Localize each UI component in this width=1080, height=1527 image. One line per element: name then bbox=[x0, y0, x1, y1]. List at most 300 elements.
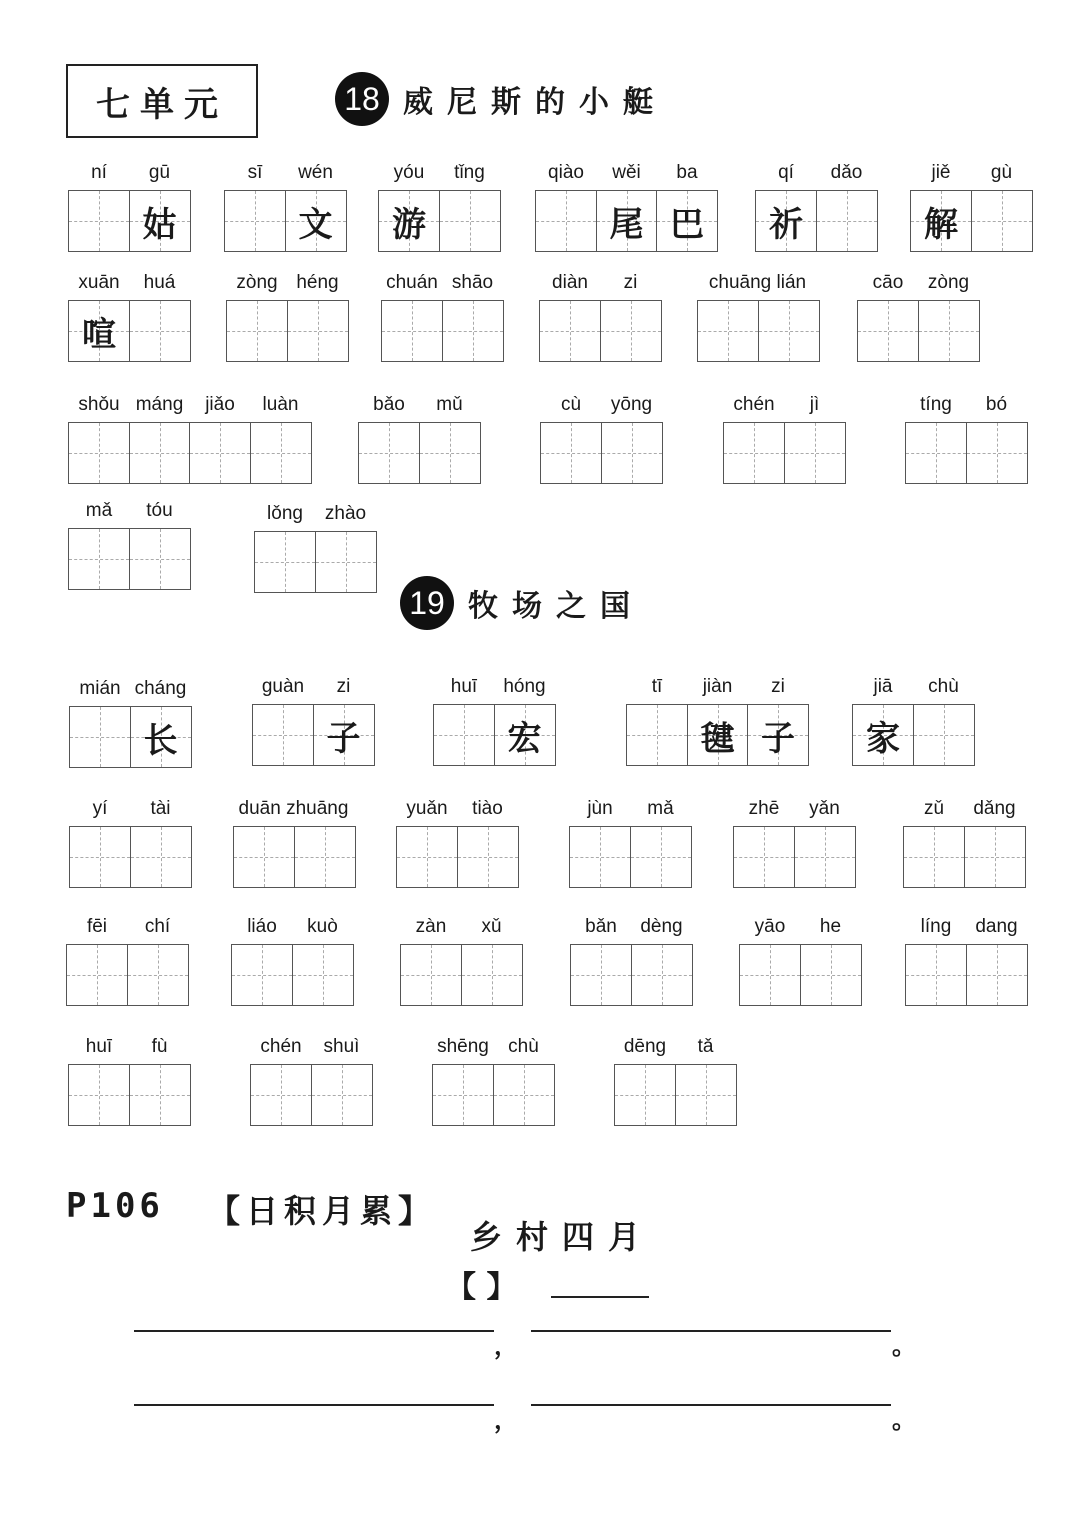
character: 子 bbox=[326, 718, 361, 759]
blank-writing-cell[interactable] bbox=[250, 422, 312, 484]
blank-writing-cell[interactable] bbox=[231, 944, 293, 1006]
blank-writing-cell[interactable] bbox=[433, 704, 495, 766]
blank-writing-cell[interactable] bbox=[794, 826, 856, 888]
blank-writing-cell[interactable] bbox=[964, 826, 1026, 888]
character bbox=[401, 945, 461, 1005]
pinyin-label: chuāng lián bbox=[708, 272, 807, 293]
given-character-cell bbox=[596, 190, 658, 252]
blank-writing-cell[interactable] bbox=[918, 300, 980, 362]
pinyin-label: tài bbox=[150, 798, 171, 819]
pinyin-label: zi bbox=[771, 676, 785, 697]
given-character-cell bbox=[910, 190, 972, 252]
pinyin-label: guàn bbox=[261, 676, 305, 697]
character bbox=[698, 301, 758, 361]
poem-line-2a[interactable] bbox=[134, 1404, 494, 1406]
character bbox=[130, 301, 190, 361]
tian-zi-grid bbox=[68, 1064, 191, 1126]
tian-zi-grid bbox=[539, 300, 662, 362]
pinyin-label: dǎng bbox=[973, 798, 1016, 819]
pinyin-label: líng bbox=[920, 916, 952, 937]
tian-zi-grid bbox=[69, 826, 192, 888]
unit-title: 七单元 bbox=[66, 64, 258, 138]
pinyin-label: huá bbox=[143, 272, 176, 293]
pinyin-label: zi bbox=[623, 272, 638, 293]
blank-writing-cell[interactable] bbox=[630, 826, 692, 888]
pinyin-label: kuò bbox=[307, 916, 338, 937]
tian-zi-grid bbox=[739, 944, 862, 1006]
character bbox=[130, 1065, 190, 1125]
blank-writing-cell[interactable] bbox=[292, 944, 354, 1006]
blank-writing-cell[interactable] bbox=[614, 1064, 676, 1126]
blank-writing-cell[interactable] bbox=[294, 826, 356, 888]
pinyin-label: chù bbox=[928, 676, 959, 697]
blank-writing-cell[interactable] bbox=[252, 704, 314, 766]
character bbox=[69, 191, 129, 251]
tian-zi-grid bbox=[432, 1064, 555, 1126]
pinyin-label: jiàn bbox=[702, 676, 733, 697]
pinyin-label: mǎ bbox=[647, 798, 674, 819]
character bbox=[759, 301, 819, 361]
character bbox=[67, 945, 127, 1005]
tian-zi-grid bbox=[857, 300, 980, 362]
blank-writing-cell[interactable] bbox=[254, 531, 316, 593]
period-2: 。 bbox=[892, 1405, 916, 1434]
tian-zi-grid bbox=[852, 704, 975, 766]
blank-writing-cell[interactable] bbox=[233, 826, 295, 888]
tian-zi-grid bbox=[378, 190, 501, 252]
pinyin-label: dang bbox=[975, 916, 1018, 937]
blank-writing-cell[interactable] bbox=[539, 300, 601, 362]
character bbox=[69, 529, 129, 589]
blank-writing-cell[interactable] bbox=[311, 1064, 373, 1126]
lesson-19-number: 19 bbox=[400, 576, 454, 630]
blank-writing-cell[interactable] bbox=[816, 190, 878, 252]
pinyin-label: shǒu bbox=[78, 394, 120, 415]
tian-zi-grid bbox=[69, 706, 192, 768]
tian-zi-grid bbox=[755, 190, 878, 252]
character bbox=[904, 827, 964, 887]
blank-writing-cell[interactable] bbox=[758, 300, 820, 362]
character bbox=[397, 827, 457, 887]
blank-writing-cell[interactable] bbox=[739, 944, 801, 1006]
character bbox=[967, 945, 1027, 1005]
poem-line-1a[interactable] bbox=[134, 1330, 494, 1332]
blank-writing-cell[interactable] bbox=[68, 190, 130, 252]
lesson-18-header bbox=[335, 72, 667, 126]
pinyin-label: yóu bbox=[393, 162, 425, 183]
pinyin-label: gù bbox=[990, 162, 1013, 183]
tian-zi-grid bbox=[614, 1064, 737, 1126]
tian-zi-grid bbox=[910, 190, 1033, 252]
character: 子 bbox=[761, 718, 795, 759]
tian-zi-grid bbox=[224, 190, 347, 252]
blank-writing-cell[interactable] bbox=[905, 944, 967, 1006]
lesson-18-number: 18 bbox=[335, 72, 389, 126]
pinyin-label: fù bbox=[151, 1036, 168, 1057]
blank-writing-cell[interactable] bbox=[68, 422, 130, 484]
given-character-cell bbox=[130, 706, 192, 768]
pinyin-label: qí bbox=[778, 162, 794, 183]
tian-zi-grid bbox=[905, 422, 1028, 484]
character bbox=[288, 301, 348, 361]
pinyin-label: cù bbox=[560, 394, 582, 415]
pinyin-label: tǐng bbox=[454, 162, 485, 183]
character bbox=[494, 1065, 554, 1125]
pinyin-label: cháng bbox=[134, 678, 187, 699]
blank-writing-cell[interactable] bbox=[66, 944, 128, 1006]
tian-zi-grid bbox=[66, 944, 189, 1006]
given-character-cell bbox=[129, 190, 191, 252]
character bbox=[69, 423, 129, 483]
character bbox=[420, 423, 480, 483]
character: 游 bbox=[392, 204, 426, 245]
pinyin-label: dǎo bbox=[830, 162, 863, 183]
pinyin-label: tóu bbox=[146, 500, 173, 521]
blank-writing-cell[interactable] bbox=[224, 190, 286, 252]
tian-zi-grid bbox=[68, 422, 312, 484]
pinyin-label: yuǎn bbox=[406, 798, 448, 819]
character bbox=[443, 301, 503, 361]
tian-zi-grid bbox=[68, 190, 191, 252]
tian-zi-grid bbox=[381, 300, 504, 362]
tian-zi-grid bbox=[569, 826, 692, 888]
character: 姑 bbox=[142, 204, 177, 245]
character bbox=[458, 827, 518, 887]
pinyin-label: bó bbox=[985, 394, 1008, 415]
pinyin-label: zi bbox=[336, 676, 351, 697]
blank-writing-cell[interactable] bbox=[127, 944, 189, 1006]
pinyin-label: zòng bbox=[927, 272, 970, 293]
character bbox=[724, 423, 784, 483]
tian-zi-grid bbox=[903, 826, 1026, 888]
blank-writing-cell[interactable] bbox=[626, 704, 688, 766]
given-character-cell bbox=[755, 190, 817, 252]
given-character-cell bbox=[285, 190, 347, 252]
character bbox=[734, 827, 794, 887]
character: 喧 bbox=[82, 314, 116, 355]
character bbox=[785, 423, 845, 483]
character bbox=[615, 1065, 675, 1125]
character bbox=[312, 1065, 372, 1125]
blank-writing-cell[interactable] bbox=[570, 944, 632, 1006]
blank-writing-cell[interactable] bbox=[439, 190, 501, 252]
lesson-18-title: 威尼斯的小艇 bbox=[403, 85, 667, 120]
pinyin-label: tǎ bbox=[697, 1036, 714, 1057]
blank-writing-cell[interactable] bbox=[966, 944, 1028, 1006]
character bbox=[965, 827, 1025, 887]
character bbox=[232, 945, 292, 1005]
character bbox=[462, 945, 522, 1005]
character bbox=[632, 945, 692, 1005]
character bbox=[631, 827, 691, 887]
tian-zi-grid bbox=[226, 300, 349, 362]
blank-writing-cell[interactable] bbox=[287, 300, 349, 362]
pinyin-label: héng bbox=[296, 272, 339, 293]
blank-writing-cell[interactable] bbox=[631, 944, 693, 1006]
blank-writing-cell[interactable] bbox=[457, 826, 519, 888]
blank-writing-cell[interactable] bbox=[189, 422, 251, 484]
character: 文 bbox=[298, 204, 333, 245]
character bbox=[295, 827, 355, 887]
tian-zi-grid bbox=[723, 422, 846, 484]
character bbox=[359, 423, 419, 483]
tian-zi-grid bbox=[68, 528, 191, 590]
character bbox=[906, 945, 966, 1005]
pinyin-label: ba bbox=[676, 162, 698, 183]
character bbox=[972, 191, 1032, 251]
blank-writing-cell[interactable] bbox=[381, 300, 443, 362]
character bbox=[434, 705, 494, 765]
pinyin-label: xuān bbox=[78, 272, 120, 293]
character bbox=[433, 1065, 493, 1125]
tian-zi-grid bbox=[697, 300, 820, 362]
poem-line-2b[interactable] bbox=[531, 1404, 891, 1406]
pinyin-label: jiā bbox=[873, 676, 893, 697]
character bbox=[627, 705, 687, 765]
tian-zi-grid bbox=[400, 944, 523, 1006]
character bbox=[601, 301, 661, 361]
lesson-19-title: 牧场之国 bbox=[468, 589, 644, 624]
pinyin-label: mǎ bbox=[85, 500, 113, 521]
blank-writing-cell[interactable] bbox=[69, 706, 131, 768]
tian-zi-grid bbox=[540, 422, 663, 484]
pinyin-label: tī bbox=[651, 676, 663, 697]
pinyin-label: dèng bbox=[640, 916, 683, 937]
pinyin-label: bǎo bbox=[373, 394, 405, 415]
character bbox=[255, 532, 315, 592]
author-blank-line[interactable] bbox=[551, 1296, 649, 1298]
pinyin-label: huī bbox=[85, 1036, 113, 1057]
pinyin-label: tiào bbox=[472, 798, 503, 819]
blank-writing-cell[interactable] bbox=[129, 1064, 191, 1126]
blank-writing-cell[interactable] bbox=[600, 300, 662, 362]
pinyin-label: wěi bbox=[612, 162, 641, 183]
blank-writing-cell[interactable] bbox=[69, 826, 131, 888]
blank-writing-cell[interactable] bbox=[130, 826, 192, 888]
blank-writing-cell[interactable] bbox=[129, 528, 191, 590]
character bbox=[571, 945, 631, 1005]
pinyin-label: yǎn bbox=[809, 798, 840, 819]
blank-writing-cell[interactable] bbox=[913, 704, 975, 766]
given-character-cell bbox=[494, 704, 556, 766]
pinyin-label: chén bbox=[260, 1036, 302, 1057]
pinyin-label: lǒng bbox=[267, 503, 303, 524]
pinyin-label: wén bbox=[298, 162, 333, 183]
period-1: 。 bbox=[892, 1331, 916, 1360]
character: 解 bbox=[924, 204, 958, 245]
pinyin-label: he bbox=[819, 916, 842, 937]
pinyin-label: dēng bbox=[623, 1036, 667, 1057]
blank-writing-cell[interactable] bbox=[68, 528, 130, 590]
blank-writing-cell[interactable] bbox=[857, 300, 919, 362]
tian-zi-grid bbox=[231, 944, 354, 1006]
tian-zi-grid bbox=[254, 531, 377, 593]
blank-writing-cell[interactable] bbox=[697, 300, 759, 362]
character bbox=[316, 532, 376, 592]
comma-2: ， bbox=[494, 1405, 518, 1434]
character bbox=[440, 191, 500, 251]
pinyin-label: luàn bbox=[262, 394, 299, 415]
character bbox=[227, 301, 287, 361]
character: 尾 bbox=[609, 204, 644, 245]
blank-writing-cell[interactable] bbox=[315, 531, 377, 593]
pinyin-label: zǔ bbox=[923, 798, 945, 819]
tian-zi-grid bbox=[733, 826, 856, 888]
character bbox=[251, 1065, 311, 1125]
tian-zi-grid bbox=[358, 422, 481, 484]
character bbox=[540, 301, 600, 361]
pinyin-label: jiǎo bbox=[205, 394, 235, 415]
blank-writing-cell[interactable] bbox=[358, 422, 420, 484]
blank-writing-cell[interactable] bbox=[800, 944, 862, 1006]
character bbox=[253, 705, 313, 765]
pinyin-label: fēi bbox=[86, 916, 108, 937]
blank-writing-cell[interactable] bbox=[129, 422, 191, 484]
blank-writing-cell[interactable] bbox=[569, 826, 631, 888]
character bbox=[676, 1065, 736, 1125]
comma-1: ， bbox=[494, 1331, 518, 1360]
pinyin-label: jùn bbox=[587, 798, 613, 819]
pinyin-label: chù bbox=[508, 1036, 539, 1057]
blank-writing-cell[interactable] bbox=[129, 300, 191, 362]
blank-writing-cell[interactable] bbox=[250, 1064, 312, 1126]
given-character-cell bbox=[687, 704, 749, 766]
blank-writing-cell[interactable] bbox=[971, 190, 1033, 252]
tian-zi-grid bbox=[570, 944, 693, 1006]
pinyin-label: yí bbox=[92, 798, 108, 819]
character bbox=[801, 945, 861, 1005]
given-character-cell bbox=[378, 190, 440, 252]
pinyin-label: bǎn bbox=[585, 916, 617, 937]
pinyin-label: ní bbox=[91, 162, 107, 183]
pinyin-label: chí bbox=[144, 916, 171, 937]
character: 长 bbox=[143, 720, 178, 761]
blank-writing-cell[interactable] bbox=[419, 422, 481, 484]
section-tag: 【日积月累】 bbox=[208, 1192, 437, 1230]
blank-writing-cell[interactable] bbox=[442, 300, 504, 362]
blank-writing-cell[interactable] bbox=[226, 300, 288, 362]
character bbox=[541, 423, 601, 483]
pinyin-label: gū bbox=[148, 162, 171, 183]
character bbox=[858, 301, 918, 361]
page-reference: P106 bbox=[66, 1186, 164, 1226]
pinyin-label: hóng bbox=[503, 676, 546, 697]
character bbox=[190, 423, 250, 483]
blank-writing-cell[interactable] bbox=[535, 190, 597, 252]
blank-writing-cell[interactable] bbox=[400, 944, 462, 1006]
pinyin-label: zhào bbox=[324, 503, 367, 524]
pinyin-label: yōng bbox=[610, 394, 653, 415]
character bbox=[967, 423, 1027, 483]
blank-writing-cell[interactable] bbox=[493, 1064, 555, 1126]
pinyin-label: yāo bbox=[754, 916, 786, 937]
pinyin-label: jiě bbox=[931, 162, 951, 183]
blank-writing-cell[interactable] bbox=[540, 422, 602, 484]
blank-writing-cell[interactable] bbox=[432, 1064, 494, 1126]
pinyin-label: shāo bbox=[451, 272, 494, 293]
blank-writing-cell[interactable] bbox=[396, 826, 458, 888]
blank-writing-cell[interactable] bbox=[723, 422, 785, 484]
lesson-19-header bbox=[400, 576, 644, 630]
pinyin-label: jì bbox=[809, 394, 820, 415]
character bbox=[570, 827, 630, 887]
pinyin-label: zhē bbox=[748, 798, 780, 819]
pinyin-label: shēng bbox=[437, 1036, 489, 1057]
character bbox=[906, 423, 966, 483]
tian-zi-grid bbox=[396, 826, 519, 888]
character bbox=[293, 945, 353, 1005]
pinyin-label: zòng bbox=[236, 272, 278, 293]
pinyin-label: chuán bbox=[386, 272, 438, 293]
poem-line-1b[interactable] bbox=[531, 1330, 891, 1332]
pinyin-label: duān zhuāng bbox=[238, 798, 349, 819]
character bbox=[69, 1065, 129, 1125]
tian-zi-grid bbox=[626, 704, 809, 766]
pinyin-label: liáo bbox=[247, 916, 277, 937]
given-character-cell bbox=[313, 704, 375, 766]
author-bracket: 【 】 bbox=[446, 1270, 517, 1305]
pinyin-label: cāo bbox=[872, 272, 904, 293]
given-character-cell bbox=[656, 190, 718, 252]
character: 毽 bbox=[700, 718, 735, 759]
blank-writing-cell[interactable] bbox=[675, 1064, 737, 1126]
blank-writing-cell[interactable] bbox=[601, 422, 663, 484]
given-character-cell bbox=[852, 704, 914, 766]
pinyin-label: tíng bbox=[920, 394, 952, 415]
character: 家 bbox=[866, 718, 900, 759]
character bbox=[130, 423, 190, 483]
blank-writing-cell[interactable] bbox=[68, 1064, 130, 1126]
blank-writing-cell[interactable] bbox=[966, 422, 1028, 484]
given-character-cell bbox=[68, 300, 130, 362]
given-character-cell bbox=[747, 704, 809, 766]
character bbox=[225, 191, 285, 251]
tian-zi-grid bbox=[68, 300, 191, 362]
character bbox=[382, 301, 442, 361]
character bbox=[128, 945, 188, 1005]
pinyin-label: máng bbox=[135, 394, 184, 415]
character bbox=[536, 191, 596, 251]
character bbox=[817, 191, 877, 251]
character bbox=[70, 827, 130, 887]
character bbox=[234, 827, 294, 887]
pinyin-label: qiào bbox=[548, 162, 584, 183]
tian-zi-grid bbox=[905, 944, 1028, 1006]
character: 宏 bbox=[507, 718, 542, 759]
character bbox=[251, 423, 311, 483]
blank-writing-cell[interactable] bbox=[733, 826, 795, 888]
blank-writing-cell[interactable] bbox=[784, 422, 846, 484]
character bbox=[131, 827, 191, 887]
blank-writing-cell[interactable] bbox=[903, 826, 965, 888]
blank-writing-cell[interactable] bbox=[905, 422, 967, 484]
tian-zi-grid bbox=[535, 190, 718, 252]
poem-title: 乡村四月 bbox=[470, 1218, 655, 1256]
pinyin-label: chén bbox=[733, 394, 775, 415]
tian-zi-grid bbox=[252, 704, 375, 766]
pinyin-label: mǔ bbox=[436, 394, 463, 415]
character bbox=[70, 707, 130, 767]
pinyin-label: diàn bbox=[552, 272, 588, 293]
character bbox=[602, 423, 662, 483]
character: 巴 bbox=[670, 204, 704, 245]
character bbox=[130, 529, 190, 589]
pinyin-label: xǔ bbox=[481, 916, 502, 937]
character bbox=[914, 705, 974, 765]
character: 祈 bbox=[769, 204, 803, 245]
character bbox=[919, 301, 979, 361]
blank-writing-cell[interactable] bbox=[461, 944, 523, 1006]
